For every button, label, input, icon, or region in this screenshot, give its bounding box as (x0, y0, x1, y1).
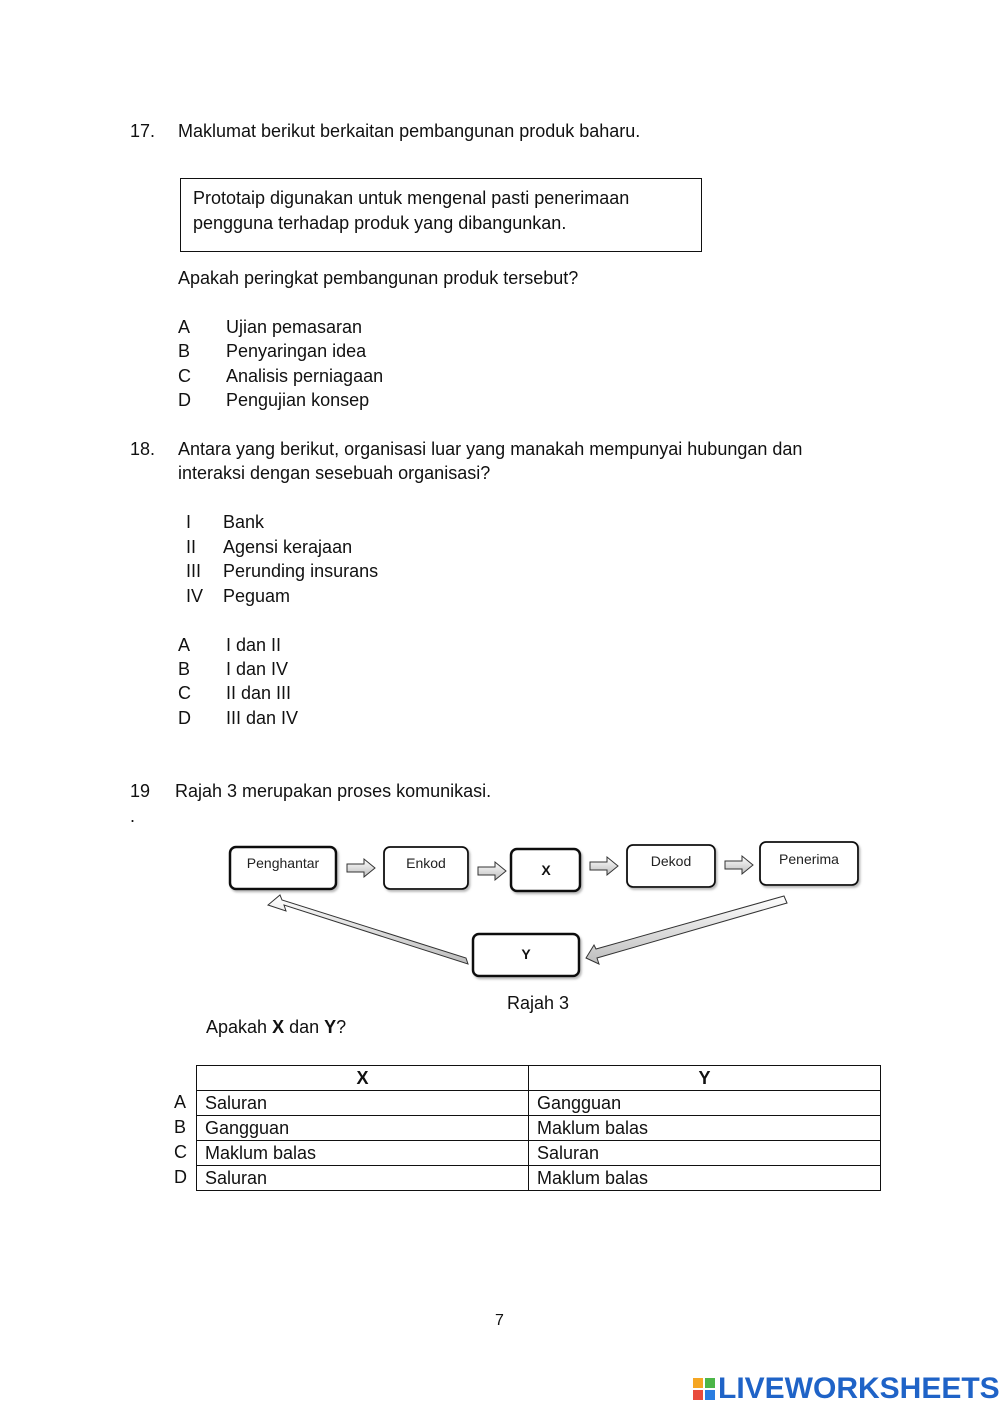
node-sender (230, 847, 336, 889)
q18-item-3: Perunding insurans (223, 561, 379, 581)
q18-option-c-letter: C (178, 683, 191, 703)
row-a-y: Gangguan (529, 1091, 881, 1116)
row-d-x: Saluran (197, 1166, 529, 1191)
q17-option-b[interactable]: Penyaringan idea (226, 341, 367, 361)
row-c-y: Saluran (529, 1141, 881, 1166)
arrow-decode-to-receiver (725, 856, 753, 874)
header-x: X (197, 1066, 529, 1091)
q19-question-x: X (272, 1017, 285, 1037)
header-y: Y (529, 1066, 881, 1091)
q18-option-a[interactable]: I dan II (226, 635, 282, 655)
node-decode-label: Dekod (650, 853, 692, 869)
arrow-y-to-sender (268, 895, 468, 964)
arrow-x-to-decode (590, 857, 618, 875)
q18-option-b[interactable]: I dan IV (226, 659, 289, 679)
node-receiver-label: Penerima (779, 851, 839, 867)
table-row[interactable] (197, 1166, 881, 1191)
row-c-label: C (174, 1142, 187, 1162)
node-receiver (760, 842, 858, 885)
row-b-label: B (174, 1117, 187, 1137)
q17-info-box: Prototaip digunakan untuk mengenal pasti penerimaan pengguna terhadap produk yang dibangunkan. (180, 178, 702, 252)
q19-prompt: Rajah 3 merupakan proses komunikasi. (175, 781, 492, 801)
q18-item-1: Bank (223, 512, 265, 532)
row-a-label: A (174, 1092, 187, 1112)
q18-item-4-roman: IV (186, 586, 204, 606)
node-y (473, 934, 579, 976)
q17-option-c-letter: C (178, 366, 191, 386)
q17-option-d[interactable]: Pengujian konsep (226, 390, 370, 410)
q19-question-pre: Apakah (206, 1017, 273, 1037)
node-decode (627, 845, 715, 887)
q18-option-a-letter: A (178, 635, 191, 655)
row-d-label: D (174, 1167, 187, 1187)
q17-question: Apakah peringkat pembangunan produk tersebut? (178, 268, 579, 288)
q18-item-3-roman: III (186, 561, 202, 581)
q18-item-4: Peguam (223, 586, 291, 606)
node-encode (384, 847, 468, 889)
q18-item-2: Agensi kerajaan (223, 537, 353, 557)
q17-number: 17. (130, 121, 156, 141)
q17-option-d-letter: D (178, 390, 191, 410)
row-b-y: Maklum balas (529, 1116, 881, 1141)
q19-number: 19 (130, 781, 151, 801)
q18-number: 18. (130, 439, 156, 459)
q18-item-1-roman: I (186, 512, 192, 532)
q18-option-c[interactable]: II dan III (226, 683, 292, 703)
page-number: 7 (495, 1312, 504, 1329)
answer-table (196, 1065, 881, 1191)
q17-option-a[interactable]: Ujian pemasaran (226, 317, 363, 337)
q19-question-y: Y (324, 1017, 337, 1037)
node-x (511, 849, 580, 891)
node-sender-label: Penghantar (246, 855, 320, 871)
q18-option-d[interactable]: III dan IV (226, 708, 299, 728)
q18-prompt-line2: interaksi dengan sesebuah organisasi? (178, 463, 491, 483)
q17-prompt: Maklumat berikut berkaitan pembangunan produk baharu. (178, 121, 641, 141)
node-y-label: Y (521, 946, 531, 962)
table-row[interactable] (197, 1091, 881, 1116)
row-d-y: Maklum balas (529, 1166, 881, 1191)
arrow-receiver-to-y (586, 896, 787, 964)
q19-question (206, 1017, 346, 1038)
row-c-x: Maklum balas (197, 1141, 529, 1166)
q19-question-end: ? (336, 1017, 347, 1037)
answer-table-header (197, 1066, 881, 1091)
q17-option-c[interactable]: Analisis perniagaan (226, 366, 384, 386)
q18-prompt-line1: Antara yang berikut, organisasi luar yang manakah mempunyai hubungan dan (178, 439, 803, 459)
table-row[interactable] (197, 1141, 881, 1166)
node-encode-label: Enkod (406, 855, 446, 871)
q18-item-2-roman: II (186, 537, 197, 557)
row-b-x: Gangguan (197, 1116, 529, 1141)
q17-option-a-letter: A (178, 317, 191, 337)
q19-question-mid: dan (284, 1017, 325, 1037)
arrow-encode-to-x (478, 862, 506, 880)
node-x-label: X (541, 862, 551, 878)
row-a-x: Saluran (197, 1091, 529, 1116)
liveworksheets-logo-text: LIVEWORKSHEETS (718, 1372, 1000, 1405)
diagram-caption: Rajah 3 (507, 993, 570, 1013)
q18-option-d-letter: D (178, 708, 191, 728)
q18-option-b-letter: B (178, 659, 191, 679)
liveworksheets-logo-icon (693, 1374, 717, 1406)
q17-option-b-letter: B (178, 341, 191, 361)
arrow-sender-to-encode (347, 859, 375, 877)
table-row[interactable] (197, 1116, 881, 1141)
stray-dot: . (130, 806, 136, 826)
